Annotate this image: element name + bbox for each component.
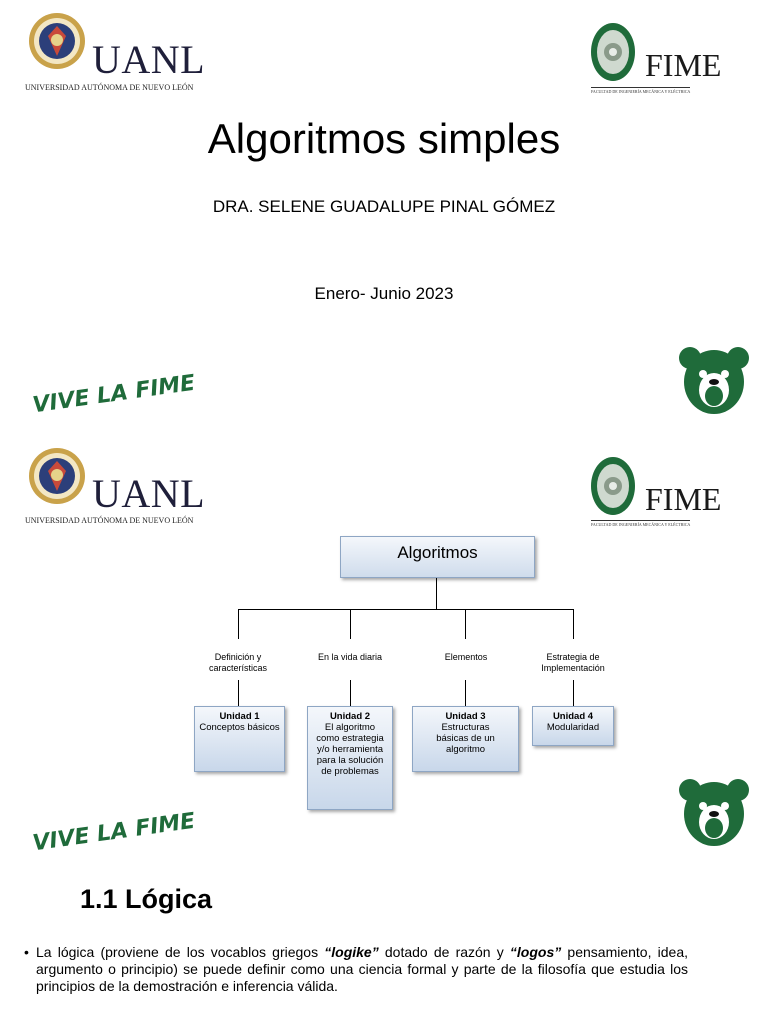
vive-la-fime-slogan: VIVE LA FIME	[31, 370, 197, 419]
uanl-subtitle: UNIVERSIDAD AUTÓNOMA DE NUEVO LEÓN	[25, 516, 194, 525]
diagram-root-box: Algoritmos	[340, 536, 535, 578]
connector-line	[238, 680, 239, 706]
bear-mascot-icon	[676, 344, 752, 420]
connector-line	[465, 609, 466, 639]
branch-label: Estrategia de Implementación	[541, 652, 605, 673]
unit-box-4	[532, 706, 614, 746]
vive-la-fime-slogan: VIVE LA FIME	[31, 808, 197, 857]
uanl-seal-icon	[28, 12, 86, 70]
bullet-text: La lógica (proviene de los vocablos griegos	[36, 944, 325, 960]
connector-line	[436, 578, 437, 610]
fime-name: FIME	[645, 47, 722, 83]
fime-name: FIME	[645, 481, 722, 517]
presentation-title: Algoritmos simples	[207, 115, 561, 162]
uanl-name: UANL	[92, 471, 206, 516]
connector-line	[350, 680, 351, 706]
branch-label: Definición y características	[208, 652, 268, 673]
bear-mascot-icon	[676, 776, 752, 852]
connector-line	[238, 609, 574, 610]
unit-text: Modularidad	[546, 722, 600, 733]
unit-title: Unidad 2	[329, 711, 371, 722]
connector-line	[350, 609, 351, 639]
connector-line	[573, 680, 574, 706]
branch-label: Elementos	[444, 652, 488, 662]
fime-seal-icon	[590, 456, 636, 516]
unit-text: Conceptos básicos	[199, 722, 280, 733]
uanl-subtitle: UNIVERSIDAD AUTÓNOMA DE NUEVO LEÓN	[25, 83, 194, 92]
bullet-dot: •	[24, 944, 29, 960]
author-name: DRA. SELENE GUADALUPE PINAL GÓMEZ	[212, 197, 556, 216]
uanl-seal-icon	[28, 447, 86, 505]
bullet-paragraph	[24, 944, 688, 995]
bullet-text: pensamiento, idea, argumento o principio) se puede definir como una ciencia formal y parte de la filosofía que estudia los principios de la demostración e inferencia válida.	[36, 944, 688, 994]
fime-subtitle: FACULTAD DE INGENIERÍA MECÁNICA Y ELÉCTRICA	[591, 522, 691, 527]
branch-label: En la vida diaria	[317, 652, 383, 662]
uanl-name: UANL	[92, 37, 206, 82]
unit-box-2	[307, 706, 393, 810]
unit-title: Unidad 1	[219, 711, 260, 722]
fime-seal-icon	[590, 22, 636, 82]
course-date: Enero- Junio 2023	[314, 284, 454, 303]
unit-box-3	[412, 706, 519, 772]
unit-title: Unidad 3	[445, 711, 486, 722]
unit-title: Unidad 4	[552, 711, 594, 722]
fime-subtitle: FACULTAD DE INGENIERÍA MECÁNICA Y ELÉCTRICA	[591, 89, 691, 94]
bullet-text: dotado de razón y	[378, 944, 510, 960]
connector-line	[238, 609, 239, 639]
connector-line	[573, 609, 574, 639]
emphasized-word: “logos”	[509, 944, 562, 960]
unit-text: Estructuras básicas de un algoritmo	[436, 722, 495, 755]
section-title: 1.1 Lógica	[80, 884, 213, 914]
emphasized-word: “logike”	[324, 944, 379, 960]
unit-box-1	[194, 706, 285, 772]
connector-line	[465, 680, 466, 706]
unit-text: El algoritmo como estrategia y/o herramienta para la solución de problemas	[316, 722, 384, 777]
